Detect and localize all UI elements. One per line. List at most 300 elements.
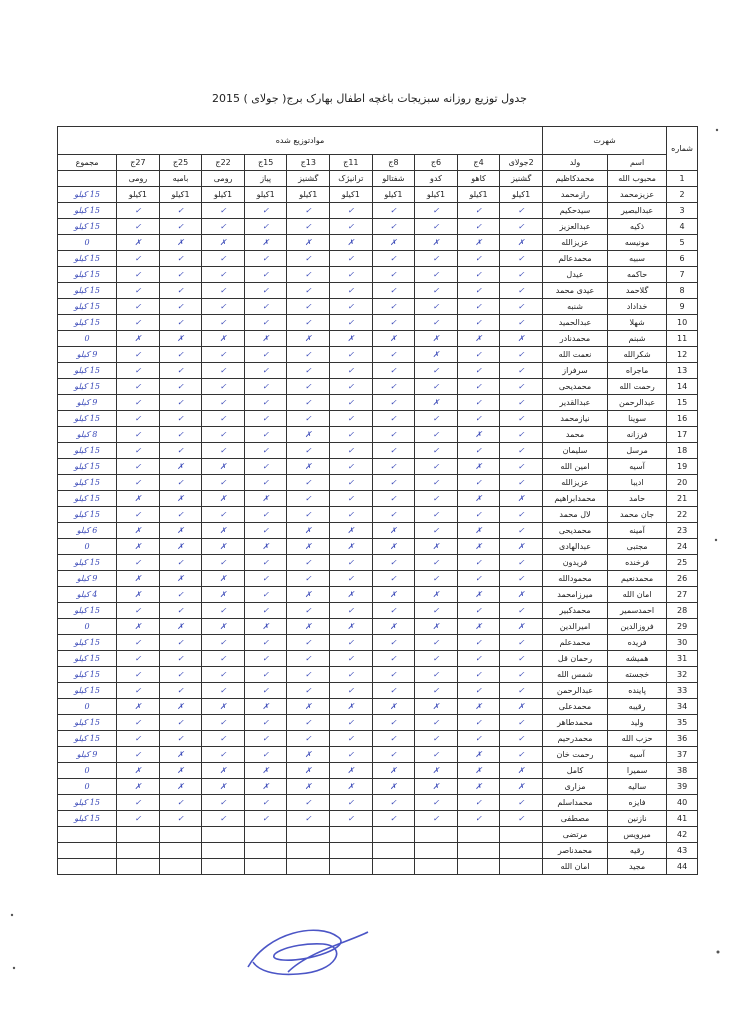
mark-cell: ✓ <box>500 811 543 827</box>
header-distributed: موادتوزیع شده <box>58 127 543 155</box>
mark-cell: ✗ <box>202 491 245 507</box>
mark-cell: ✗ <box>287 523 330 539</box>
mark-cell: ✓ <box>500 715 543 731</box>
mark-cell: ✓ <box>500 427 543 443</box>
mark-cell: ✓ <box>159 651 202 667</box>
mark-cell: ✓ <box>372 571 415 587</box>
row-number: 34 <box>667 699 698 715</box>
mark-cell: ✓ <box>244 651 287 667</box>
header-father: ولد <box>542 155 607 171</box>
mark-cell: ✓ <box>159 715 202 731</box>
row-father: عبدالهادی <box>542 539 607 555</box>
mark-cell: ✓ <box>457 379 500 395</box>
mark-cell: ✓ <box>457 315 500 331</box>
mark-cell: ✓ <box>117 459 160 475</box>
mark-cell: ✓ <box>287 219 330 235</box>
mark-cell: ✓ <box>244 411 287 427</box>
mark-cell: ✗ <box>244 331 287 347</box>
mark-cell: ✓ <box>415 651 458 667</box>
row-father: امیرالدین <box>542 619 607 635</box>
mark-cell: ✓ <box>415 667 458 683</box>
mark-cell: ✓ <box>457 731 500 747</box>
mark-cell: ✓ <box>500 571 543 587</box>
mark-cell: ✓ <box>330 203 373 219</box>
mark-cell: ✗ <box>457 539 500 555</box>
mark-cell: ✓ <box>330 747 373 763</box>
row-number: 24 <box>667 539 698 555</box>
mark-cell: ✓ <box>202 795 245 811</box>
row-father: عیدل <box>542 267 607 283</box>
row-total: 0 <box>58 779 117 795</box>
mark-cell: ✓ <box>244 219 287 235</box>
row-name: مونیسه <box>608 235 667 251</box>
mark-cell: ✓ <box>372 507 415 523</box>
mark-cell: ✓ <box>457 347 500 363</box>
row-number: 12 <box>667 347 698 363</box>
item-cell: کاهو <box>457 171 500 187</box>
mark-cell: ✗ <box>117 235 160 251</box>
mark-cell: ✓ <box>287 251 330 267</box>
mark-cell: ✗ <box>457 747 500 763</box>
mark-cell: ✓ <box>202 475 245 491</box>
date-cell: 15ج <box>244 155 287 171</box>
mark-cell: ✗ <box>415 395 458 411</box>
row-total: 15 کیلو <box>58 459 117 475</box>
mark-cell: ✓ <box>500 203 543 219</box>
mark-cell: ✗ <box>287 747 330 763</box>
row-total: 0 <box>58 619 117 635</box>
row-total: 0 <box>58 763 117 779</box>
row-number: 38 <box>667 763 698 779</box>
mark-cell: ✗ <box>287 459 330 475</box>
mark-cell: ✓ <box>457 411 500 427</box>
row-name: مجید <box>608 859 667 875</box>
mark-cell: ✗ <box>159 763 202 779</box>
mark-cell: ✗ <box>159 747 202 763</box>
mark-cell: ✓ <box>372 283 415 299</box>
mark-cell: ✓ <box>287 475 330 491</box>
mark-cell: ✓ <box>202 299 245 315</box>
mark-cell: ✓ <box>287 267 330 283</box>
row-number: 44 <box>667 859 698 875</box>
row-name: سالیه <box>608 779 667 795</box>
mark-cell: ✓ <box>117 347 160 363</box>
mark-cell: ✓ <box>117 811 160 827</box>
mark-cell: ✓ <box>457 395 500 411</box>
mark-cell: ✓ <box>330 651 373 667</box>
mark-cell: ✓ <box>330 427 373 443</box>
mark-cell: ✓ <box>287 363 330 379</box>
row-number: 40 <box>667 795 698 811</box>
mark-cell: ✗ <box>457 619 500 635</box>
mark-cell: ✗ <box>457 459 500 475</box>
mark-cell: ✓ <box>500 283 543 299</box>
mark-cell: ✓ <box>117 555 160 571</box>
row-number: 27 <box>667 587 698 603</box>
mark-cell: ✓ <box>330 411 373 427</box>
row-name: شکرالله <box>608 347 667 363</box>
mark-cell: ✓ <box>159 411 202 427</box>
row-number: 25 <box>667 555 698 571</box>
mark-cell: ✓ <box>415 475 458 491</box>
row-name: محبوب الله <box>608 171 667 187</box>
mark-cell: ✗ <box>287 587 330 603</box>
row-number: 41 <box>667 811 698 827</box>
mark-cell: ✓ <box>244 283 287 299</box>
mark-cell: ✓ <box>287 715 330 731</box>
unit-cell: 1کیلو <box>415 187 458 203</box>
row-number: 30 <box>667 635 698 651</box>
mark-cell: ✓ <box>202 635 245 651</box>
mark-cell: ✓ <box>372 267 415 283</box>
mark-cell: ✓ <box>159 395 202 411</box>
mark-cell: ✗ <box>372 539 415 555</box>
mark-cell: ✓ <box>457 299 500 315</box>
row-name: ولید <box>608 715 667 731</box>
row-father: محمدعالم <box>542 251 607 267</box>
row-number: 36 <box>667 731 698 747</box>
mark-cell: ✗ <box>202 523 245 539</box>
mark-cell: ✓ <box>372 811 415 827</box>
row-name: عبدالبصیر <box>608 203 667 219</box>
row-name: شبنم <box>608 331 667 347</box>
row-name: امان الله <box>608 587 667 603</box>
row-name: فریده <box>608 635 667 651</box>
mark-cell: ✓ <box>415 635 458 651</box>
mark-cell: ✓ <box>457 251 500 267</box>
row-name: سوینا <box>608 411 667 427</box>
date-cell: 25ج <box>159 155 202 171</box>
mark-cell: ✗ <box>500 539 543 555</box>
mark-cell: ✓ <box>500 507 543 523</box>
mark-cell: ✗ <box>457 779 500 795</box>
mark-cell: ✓ <box>117 203 160 219</box>
mark-cell: ✓ <box>287 635 330 651</box>
mark-cell: ✗ <box>244 539 287 555</box>
mark-cell: ✓ <box>457 475 500 491</box>
mark-cell: ✗ <box>287 619 330 635</box>
row-name: آسیه <box>608 747 667 763</box>
mark-cell: ✓ <box>457 507 500 523</box>
mark-cell: ✓ <box>330 347 373 363</box>
mark-cell: ✓ <box>500 219 543 235</box>
unit-cell: 1کیلو <box>457 187 500 203</box>
mark-cell: ✗ <box>159 235 202 251</box>
mark-cell: ✓ <box>117 363 160 379</box>
mark-cell: ✓ <box>244 507 287 523</box>
mark-cell: ✗ <box>202 587 245 603</box>
mark-cell: ✓ <box>244 267 287 283</box>
mark-cell: ✓ <box>287 347 330 363</box>
row-name: رقیبه <box>608 699 667 715</box>
mark-cell: ✓ <box>287 795 330 811</box>
mark-cell: ✓ <box>202 427 245 443</box>
row-total: 8 کیلو <box>58 427 117 443</box>
row-name: همیشه <box>608 651 667 667</box>
mark-cell: ✓ <box>244 203 287 219</box>
mark-cell: ✓ <box>244 555 287 571</box>
mark-cell: ✓ <box>159 731 202 747</box>
mark-cell: ✓ <box>287 443 330 459</box>
mark-cell: ✓ <box>457 667 500 683</box>
mark-cell: ✓ <box>330 571 373 587</box>
mark-cell: ✗ <box>372 699 415 715</box>
mark-cell: ✓ <box>415 299 458 315</box>
row-father: محمداسلم <box>542 795 607 811</box>
mark-cell: ✓ <box>415 459 458 475</box>
mark-cell: ✗ <box>159 491 202 507</box>
mark-cell: ✓ <box>117 299 160 315</box>
mark-cell: ✓ <box>415 731 458 747</box>
row-father: رازمحمد <box>542 187 607 203</box>
row-name: آمینه <box>608 523 667 539</box>
mark-cell: ✓ <box>372 795 415 811</box>
mark-cell: ✓ <box>287 283 330 299</box>
date-cell: 2جولای <box>500 155 543 171</box>
row-name: پاینده <box>608 683 667 699</box>
mark-cell: ✓ <box>372 635 415 651</box>
mark-cell: ✓ <box>372 379 415 395</box>
row-number: 3 <box>667 203 698 219</box>
mark-cell: ✓ <box>244 427 287 443</box>
row-number: 42 <box>667 827 698 843</box>
mark-cell: ✗ <box>457 763 500 779</box>
mark-cell: ✗ <box>330 331 373 347</box>
mark-cell: ✓ <box>117 315 160 331</box>
row-number: 15 <box>667 395 698 411</box>
mark-cell: ✓ <box>244 475 287 491</box>
mark-cell: ✗ <box>330 523 373 539</box>
mark-cell: ✓ <box>287 555 330 571</box>
row-total: 15 کیلو <box>58 187 117 203</box>
mark-cell: ✓ <box>330 603 373 619</box>
mark-cell: ✓ <box>287 315 330 331</box>
mark-cell: ✓ <box>330 251 373 267</box>
row-total: 9 کیلو <box>58 347 117 363</box>
mark-cell: ✗ <box>415 699 458 715</box>
mark-cell: ✓ <box>500 603 543 619</box>
row-name: عزیزمحمد <box>608 187 667 203</box>
mark-cell: ✓ <box>287 651 330 667</box>
mark-cell: ✓ <box>372 475 415 491</box>
mark-cell: ✓ <box>457 603 500 619</box>
mark-cell: ✓ <box>117 683 160 699</box>
mark-cell: ✓ <box>415 715 458 731</box>
mark-cell: ✓ <box>330 267 373 283</box>
mark-cell: ✓ <box>372 203 415 219</box>
mark-cell: ✓ <box>457 283 500 299</box>
item-cell: کدو <box>415 171 458 187</box>
row-father: لال محمد <box>542 507 607 523</box>
row-father: عیدی محمد <box>542 283 607 299</box>
mark-cell: ✓ <box>244 299 287 315</box>
row-name: فروزالدین <box>608 619 667 635</box>
mark-cell: ✓ <box>500 411 543 427</box>
mark-cell: ✓ <box>330 811 373 827</box>
mark-cell: ✓ <box>202 651 245 667</box>
mark-cell: ✓ <box>117 267 160 283</box>
row-total: 9 کیلو <box>58 395 117 411</box>
row-total: 15 کیلو <box>58 731 117 747</box>
mark-cell: ✗ <box>117 619 160 635</box>
row-father: محمدرحیم <box>542 731 607 747</box>
row-father: محمدعلم <box>542 635 607 651</box>
mark-cell: ✗ <box>117 763 160 779</box>
header-fame: شهرت <box>542 127 666 155</box>
row-father: محمدعلی <box>542 699 607 715</box>
mark-cell: ✗ <box>159 331 202 347</box>
row-number: 33 <box>667 683 698 699</box>
mark-cell: ✗ <box>287 427 330 443</box>
mark-cell: ✓ <box>117 747 160 763</box>
mark-cell: ✓ <box>457 443 500 459</box>
row-total: 15 کیلو <box>58 635 117 651</box>
row-father: سلیمان <box>542 443 607 459</box>
row-number: 2 <box>667 187 698 203</box>
row-number: 29 <box>667 619 698 635</box>
row-total: 15 کیلو <box>58 299 117 315</box>
row-father: محمد <box>542 427 607 443</box>
row-father: شنبه <box>542 299 607 315</box>
mark-cell: ✗ <box>202 779 245 795</box>
mark-cell: ✗ <box>500 331 543 347</box>
row-father: میرزامحمد <box>542 587 607 603</box>
row-total: 15 کیلو <box>58 603 117 619</box>
mark-cell: ✓ <box>500 635 543 651</box>
mark-cell: ✓ <box>287 603 330 619</box>
mark-cell: ✓ <box>415 267 458 283</box>
row-father: محمدطاهر <box>542 715 607 731</box>
mark-cell: ✓ <box>117 251 160 267</box>
page-title: جدول توزیع روزانه سبزیجات باغچه اطفال بهارک برج( جولای ) 2015 <box>212 92 527 105</box>
row-name: نازنین <box>608 811 667 827</box>
mark-cell: ✓ <box>117 475 160 491</box>
mark-cell: ✗ <box>202 539 245 555</box>
row-number: 22 <box>667 507 698 523</box>
mark-cell: ✗ <box>330 587 373 603</box>
mark-cell: ✓ <box>372 683 415 699</box>
row-father: نیازمحمد <box>542 411 607 427</box>
mark-cell: ✗ <box>500 779 543 795</box>
mark-cell: ✗ <box>372 235 415 251</box>
mark-cell: ✓ <box>330 491 373 507</box>
mark-cell: ✗ <box>287 235 330 251</box>
mark-cell: ✓ <box>287 667 330 683</box>
row-total: 15 کیلو <box>58 315 117 331</box>
mark-cell: ✓ <box>372 411 415 427</box>
row-father: سرفراز <box>542 363 607 379</box>
row-total: 15 کیلو <box>58 379 117 395</box>
mark-cell: ✓ <box>415 507 458 523</box>
row-name: حزب الله <box>608 731 667 747</box>
row-name: فایزه <box>608 795 667 811</box>
mark-cell: ✗ <box>330 539 373 555</box>
item-cell: ترانیژک <box>330 171 373 187</box>
mark-cell: ✓ <box>457 267 500 283</box>
row-total: 6 کیلو <box>58 523 117 539</box>
date-cell: 13ج <box>287 155 330 171</box>
row-father: شمس الله <box>542 667 607 683</box>
mark-cell: ✓ <box>415 795 458 811</box>
mark-cell: ✓ <box>372 363 415 379</box>
mark-cell: ✓ <box>117 731 160 747</box>
mark-cell: ✗ <box>159 571 202 587</box>
mark-cell: ✓ <box>500 443 543 459</box>
mark-cell: ✓ <box>202 267 245 283</box>
row-number: 1 <box>667 171 698 187</box>
mark-cell: ✗ <box>117 779 160 795</box>
row-number: 37 <box>667 747 698 763</box>
mark-cell: ✗ <box>202 459 245 475</box>
mark-cell: ✗ <box>117 699 160 715</box>
row-number: 19 <box>667 459 698 475</box>
mark-cell: ✓ <box>330 507 373 523</box>
mark-cell: ✗ <box>457 587 500 603</box>
mark-cell: ✓ <box>500 555 543 571</box>
row-total: 15 کیلو <box>58 555 117 571</box>
mark-cell: ✗ <box>159 619 202 635</box>
mark-cell: ✓ <box>500 379 543 395</box>
mark-cell: ✓ <box>117 715 160 731</box>
row-total: 9 کیلو <box>58 571 117 587</box>
mark-cell: ✗ <box>415 539 458 555</box>
row-name: رقیه <box>608 843 667 859</box>
mark-cell: ✓ <box>330 219 373 235</box>
mark-cell: ✗ <box>287 763 330 779</box>
unit-cell: 1کیلو <box>372 187 415 203</box>
mark-cell: ✓ <box>159 811 202 827</box>
mark-cell: ✗ <box>159 699 202 715</box>
mark-cell: ✗ <box>202 235 245 251</box>
row-total: 15 کیلو <box>58 411 117 427</box>
mark-cell: ✓ <box>159 299 202 315</box>
mark-cell: ✓ <box>415 443 458 459</box>
mark-cell: ✓ <box>457 555 500 571</box>
date-cell: 22ج <box>202 155 245 171</box>
mark-cell: ✓ <box>372 315 415 331</box>
mark-cell: ✓ <box>415 219 458 235</box>
mark-cell: ✓ <box>330 635 373 651</box>
mark-cell: ✓ <box>202 555 245 571</box>
mark-cell: ✗ <box>457 699 500 715</box>
mark-cell: ✓ <box>287 571 330 587</box>
mark-cell: ✓ <box>287 491 330 507</box>
mark-cell: ✗ <box>330 235 373 251</box>
mark-cell: ✓ <box>202 203 245 219</box>
row-father: امان الله <box>542 859 607 875</box>
mark-cell: ✓ <box>372 731 415 747</box>
mark-cell: ✗ <box>159 539 202 555</box>
mark-cell: ✓ <box>202 315 245 331</box>
mark-cell: ✓ <box>500 795 543 811</box>
row-number: 35 <box>667 715 698 731</box>
row-number: 17 <box>667 427 698 443</box>
mark-cell: ✓ <box>287 299 330 315</box>
mark-cell: ✓ <box>372 395 415 411</box>
mark-cell: ✓ <box>457 635 500 651</box>
mark-cell: ✓ <box>500 667 543 683</box>
mark-cell: ✓ <box>457 571 500 587</box>
mark-cell: ✓ <box>330 475 373 491</box>
mark-cell: ✗ <box>372 763 415 779</box>
row-father: محمدیحی <box>542 379 607 395</box>
row-total: 0 <box>58 235 117 251</box>
mark-cell: ✗ <box>330 763 373 779</box>
mark-cell: ✗ <box>202 619 245 635</box>
row-name: احمدسمیر <box>608 603 667 619</box>
row-father: محمدکبیر <box>542 603 607 619</box>
mark-cell: ✓ <box>159 507 202 523</box>
